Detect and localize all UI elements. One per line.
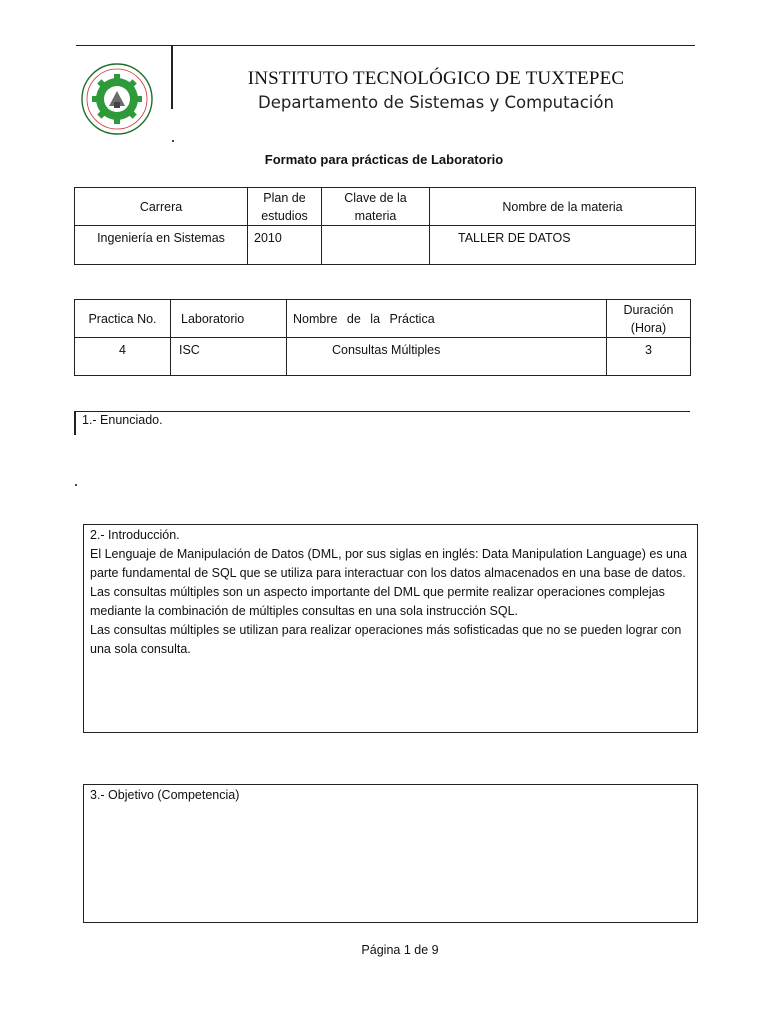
stray-dot	[172, 140, 174, 142]
cell-nombre-practica: Consultas Múltiples	[287, 338, 607, 376]
introduction-box	[83, 524, 698, 733]
institute-logo	[80, 62, 154, 136]
section1-title: 1.- Enunciado.	[82, 413, 163, 427]
section2-paragraph-2: Las consultas múltiples se utilizan para realizar operaciones más sofisticadas que no se pueden lograr con una sola consulta.	[90, 623, 682, 656]
department-name: Departamento de Sistemas y Computación	[258, 93, 614, 112]
header-nombre-practica: Nombre de la Práctica	[287, 300, 607, 338]
cell-laboratorio: ISC	[171, 338, 287, 376]
practice-info-table	[74, 299, 691, 376]
header-clave-materia: Clave de la materia	[322, 188, 430, 226]
institute-name: INSTITUTO TECNOLÓGICO DE TUXTEPEC	[247, 68, 625, 89]
cell-carrera: Ingeniería en Sistemas	[75, 226, 248, 265]
stray-dot	[75, 484, 77, 486]
cell-practica-no: 4	[75, 338, 171, 376]
header-duracion: Duración (Hora)	[607, 300, 691, 338]
header-practica-no: Practica No.	[75, 300, 171, 338]
objective-box	[83, 784, 698, 923]
header-laboratorio: Laboratorio	[171, 300, 287, 338]
page-number: Página 1 de 9	[361, 943, 439, 957]
cell-duracion: 3	[607, 338, 691, 376]
cell-plan-estudios: 2010	[248, 226, 322, 265]
section1-marker	[74, 411, 76, 435]
cell-nombre-materia: TALLER DE DATOS	[430, 226, 696, 265]
course-info-table	[74, 187, 696, 265]
header-top-rule	[76, 45, 695, 46]
header-plan-estudios: Plan de estudios	[248, 188, 322, 226]
section3-title: 3.- Objetivo (Competencia)	[90, 788, 240, 802]
form-title: Formato para prácticas de Laboratorio	[264, 152, 504, 167]
header-nombre-materia: Nombre de la materia	[430, 188, 696, 226]
section2-title: 2.- Introducción.	[90, 528, 180, 542]
cell-clave-materia	[322, 226, 430, 265]
section2-paragraph-1: El Lenguaje de Manipulación de Datos (DML, por sus siglas en inglés: Data Manipulation Language) es una parte fundamental de SQL que se utiliza para interactuar con los datos almacenados en una base de datos. Las consultas múltiples son un aspecto importante del DML que permite realizar operaciones complejas mediante la combinación de múltiples consultas en una sola instrucción SQL.	[90, 547, 687, 618]
section1-rule	[74, 411, 690, 412]
header-carrera: Carrera	[75, 188, 248, 226]
header-divider	[171, 45, 173, 109]
